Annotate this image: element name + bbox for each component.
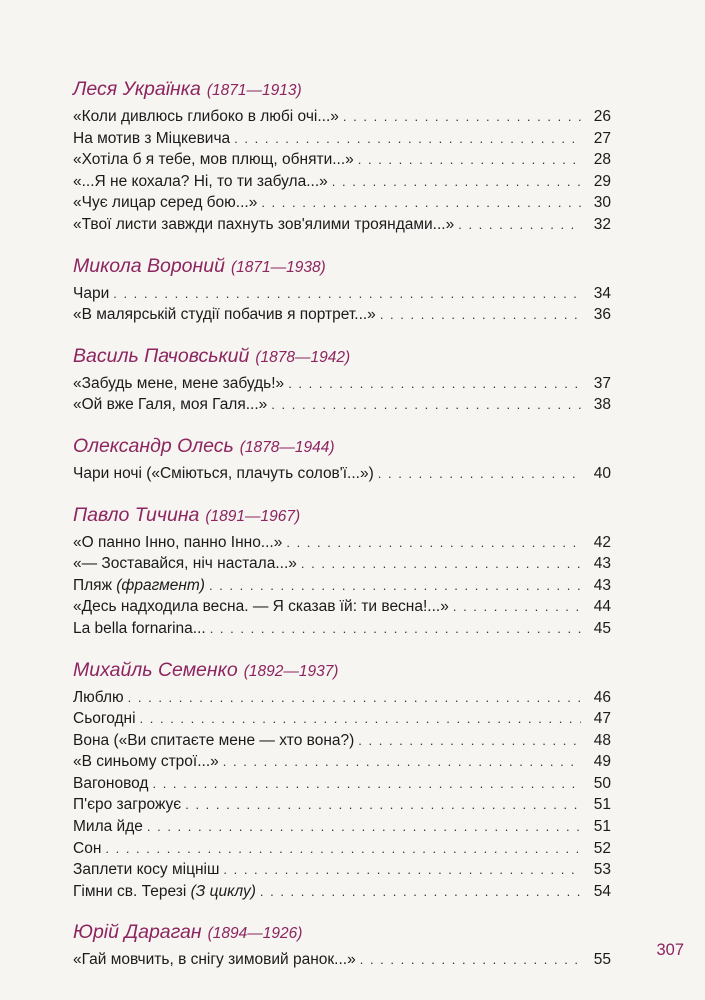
entry-title-text: «Коли дивлюсь глибоко в любі очі...» xyxy=(73,108,339,125)
entry-title xyxy=(73,751,219,773)
dot-leader xyxy=(286,532,581,554)
author-years: (1871—1913) xyxy=(206,82,302,99)
entry-title xyxy=(73,304,376,326)
dot-leader xyxy=(210,618,581,640)
entry-title xyxy=(73,192,257,214)
entry-title xyxy=(73,881,256,903)
author-heading xyxy=(73,655,611,687)
author-heading xyxy=(73,74,611,106)
entry-title xyxy=(73,949,356,971)
toc-section xyxy=(73,500,611,640)
entry-title-text: «Гай мовчить, в снігу зимовий ранок...» xyxy=(73,951,356,969)
toc-entry xyxy=(73,394,611,416)
entry-title xyxy=(73,794,181,816)
entry-page-number: 55 xyxy=(593,951,611,969)
dot-leader xyxy=(223,859,581,881)
entry-title-text: Мила йде xyxy=(73,818,143,836)
entry-title-text: Заплети косу міцніш xyxy=(73,861,220,879)
entry-title-text: Чари xyxy=(73,284,110,302)
entry-page-number: 51 xyxy=(593,818,611,836)
toc-entry xyxy=(73,730,611,752)
entry-title-text: «...Я не кохала? Ні, то ти забула...» xyxy=(73,172,328,190)
entry-title-text: «Чує лицар серед бою...» xyxy=(73,194,258,212)
entry-page-number: 38 xyxy=(593,396,611,414)
toc-entry xyxy=(73,794,611,816)
entry-page-number: 28 xyxy=(593,151,611,169)
toc-entry xyxy=(73,214,611,236)
toc-entry xyxy=(73,687,611,709)
entry-title-text: «Хотіла б я тебе, мов плющ, обняти...» xyxy=(73,151,354,169)
toc-entry xyxy=(73,949,611,971)
entry-title xyxy=(73,553,297,575)
dot-leader xyxy=(209,575,581,597)
entry-note: (З циклу) xyxy=(190,882,256,900)
toc-section xyxy=(73,655,611,903)
entry-title xyxy=(73,149,354,171)
entry-title xyxy=(73,532,282,554)
entry-title-text: П'єро загрожує xyxy=(73,796,182,814)
entry-title xyxy=(73,171,328,193)
dot-leader xyxy=(223,751,581,773)
toc-entry xyxy=(73,463,611,485)
entry-title xyxy=(73,394,267,416)
entry-page-number: 36 xyxy=(593,306,611,324)
entry-title-text: Вагоновод xyxy=(73,774,149,792)
dot-leader xyxy=(453,596,581,618)
entry-page-number: 34 xyxy=(593,284,611,302)
entry-page-number: 48 xyxy=(593,731,611,749)
dot-leader xyxy=(260,881,581,903)
toc-section xyxy=(73,917,611,971)
entry-page-number: 43 xyxy=(593,576,611,594)
dot-leader xyxy=(140,708,581,730)
dot-leader xyxy=(358,730,581,752)
entry-page-number: 44 xyxy=(593,598,611,616)
toc-entry xyxy=(73,708,611,730)
entry-page-number: 46 xyxy=(593,688,611,706)
dot-leader xyxy=(301,553,581,575)
dot-leader xyxy=(458,214,581,236)
dot-leader xyxy=(128,687,581,709)
dot-leader xyxy=(234,128,581,150)
entry-title-text: Гімни св. Терезі xyxy=(73,882,187,900)
toc-entry xyxy=(73,553,611,575)
dot-leader xyxy=(261,192,581,214)
entry-title-text: «В синьому строї...» xyxy=(73,753,219,771)
entry-title-text: Чари ночі («Сміються, плачуть солов'ї...») xyxy=(73,464,374,482)
entry-title xyxy=(73,773,148,795)
entry-page-number: 40 xyxy=(593,464,611,482)
dot-leader xyxy=(288,373,581,395)
entry-page-number: 42 xyxy=(593,533,611,551)
author-years: (1878—1942) xyxy=(255,348,351,366)
entry-page-number: 32 xyxy=(593,215,611,233)
table-of-contents xyxy=(73,74,611,971)
author-years: (1891—1967) xyxy=(205,507,301,525)
entry-title xyxy=(73,575,205,597)
author-years: (1892—1937) xyxy=(243,662,339,680)
entry-title-text: Люблю xyxy=(73,688,124,706)
toc-entry xyxy=(73,838,611,860)
entry-page-number: 54 xyxy=(593,882,611,900)
entry-title-text: Сон xyxy=(73,839,102,857)
entry-title-text: «Десь надходила весна. — Я сказав їй: ти весна!...» xyxy=(73,598,449,616)
dot-leader xyxy=(378,463,581,485)
entry-note: (фрагмент) xyxy=(116,576,205,594)
author-name: Юрій Дараган xyxy=(73,921,202,944)
toc-entry xyxy=(73,575,611,597)
dot-leader xyxy=(380,304,581,326)
entry-page-number: 30 xyxy=(593,194,611,212)
entry-page-number: 50 xyxy=(593,774,611,792)
toc-entry xyxy=(73,171,611,193)
entry-title xyxy=(73,463,374,485)
entry-title xyxy=(73,816,143,838)
author-years: (1894—1926) xyxy=(207,925,303,943)
author-years: (1878—1944) xyxy=(239,438,335,456)
toc-entry xyxy=(73,532,611,554)
entry-title xyxy=(73,687,124,709)
toc-entry xyxy=(73,773,611,795)
dot-leader xyxy=(358,149,581,171)
entry-title-text: «Твої листи завжди пахнуть зов'ялими трояндами...» xyxy=(73,215,455,233)
entry-page-number: 51 xyxy=(593,796,611,814)
dot-leader xyxy=(332,171,581,193)
dot-leader xyxy=(271,394,581,416)
entry-title xyxy=(73,283,109,305)
author-name: Леся Українка xyxy=(73,78,201,100)
toc-entry xyxy=(73,373,611,395)
entry-title-text: «— Зоставайся, ніч настала...» xyxy=(73,555,297,573)
entry-title-text: Сьогодні xyxy=(73,710,136,728)
entry-page-number: 29 xyxy=(593,172,611,190)
author-name: Микола Вороний xyxy=(73,254,225,277)
toc-entry xyxy=(73,859,611,881)
entry-title xyxy=(73,618,206,640)
author-heading xyxy=(73,917,611,949)
dot-leader xyxy=(152,773,581,795)
entry-title-text: «О панно Інно, панно Інно...» xyxy=(73,533,283,551)
page-number: 307 xyxy=(656,941,684,959)
entry-title xyxy=(73,214,454,236)
toc-entry xyxy=(73,816,611,838)
toc-entry xyxy=(73,106,611,128)
author-name: Михайль Семенко xyxy=(73,658,238,681)
entry-page-number: 49 xyxy=(593,753,611,771)
entry-title xyxy=(73,838,101,860)
entry-page-number: 43 xyxy=(593,555,611,573)
entry-title xyxy=(73,373,284,395)
toc-section xyxy=(73,341,611,416)
entry-title xyxy=(73,859,219,881)
entry-title-text: На мотив з Міцкевича xyxy=(73,129,231,147)
entry-page-number: 27 xyxy=(593,129,611,147)
entry-title-text: Вона («Ви спитаєте мене — хто вона?) xyxy=(73,731,355,749)
entry-page-number: 37 xyxy=(593,374,611,392)
entry-title-text: «В малярській студії побачив я портрет...» xyxy=(73,306,376,324)
entry-page-number: 52 xyxy=(593,839,611,857)
entry-page-number: 53 xyxy=(593,861,611,879)
toc-section xyxy=(73,74,611,236)
toc-entry xyxy=(73,596,611,618)
entry-title-text: La bella fornarina... xyxy=(73,619,206,637)
dot-leader xyxy=(147,816,581,838)
toc-section xyxy=(73,431,611,485)
author-heading xyxy=(73,500,611,532)
dot-leader xyxy=(113,283,581,305)
toc-entry xyxy=(73,128,611,150)
entry-page-number: 47 xyxy=(593,710,611,728)
author-years: (1871—1938) xyxy=(230,258,326,276)
dot-leader xyxy=(343,106,581,128)
author-heading xyxy=(73,251,611,283)
toc-entry xyxy=(73,283,611,305)
author-name: Павло Тичина xyxy=(73,503,200,526)
entry-title-text: «Забудь мене, мене забудь!» xyxy=(73,374,285,392)
entry-title-text: «Ой вже Галя, моя Галя...» xyxy=(73,396,268,414)
author-heading xyxy=(73,341,611,373)
author-name: Олександр Олесь xyxy=(73,434,234,457)
entry-title xyxy=(73,730,354,752)
toc-entry xyxy=(73,751,611,773)
toc-entry xyxy=(73,149,611,171)
entry-title xyxy=(73,596,449,618)
author-heading xyxy=(73,431,611,463)
entry-title-text: Пляж xyxy=(73,576,112,594)
dot-leader xyxy=(360,949,581,971)
dot-leader xyxy=(185,794,581,816)
toc-entry xyxy=(73,192,611,214)
entry-title xyxy=(73,106,339,128)
toc-section xyxy=(73,251,611,326)
entry-title xyxy=(73,708,136,730)
dot-leader xyxy=(105,838,581,860)
toc-entry xyxy=(73,881,611,903)
toc-entry xyxy=(73,304,611,326)
toc-entry xyxy=(73,618,611,640)
entry-title xyxy=(73,128,230,150)
entry-page-number: 26 xyxy=(593,108,611,125)
author-name: Василь Пачовський xyxy=(73,344,250,367)
entry-page-number: 45 xyxy=(593,619,611,637)
